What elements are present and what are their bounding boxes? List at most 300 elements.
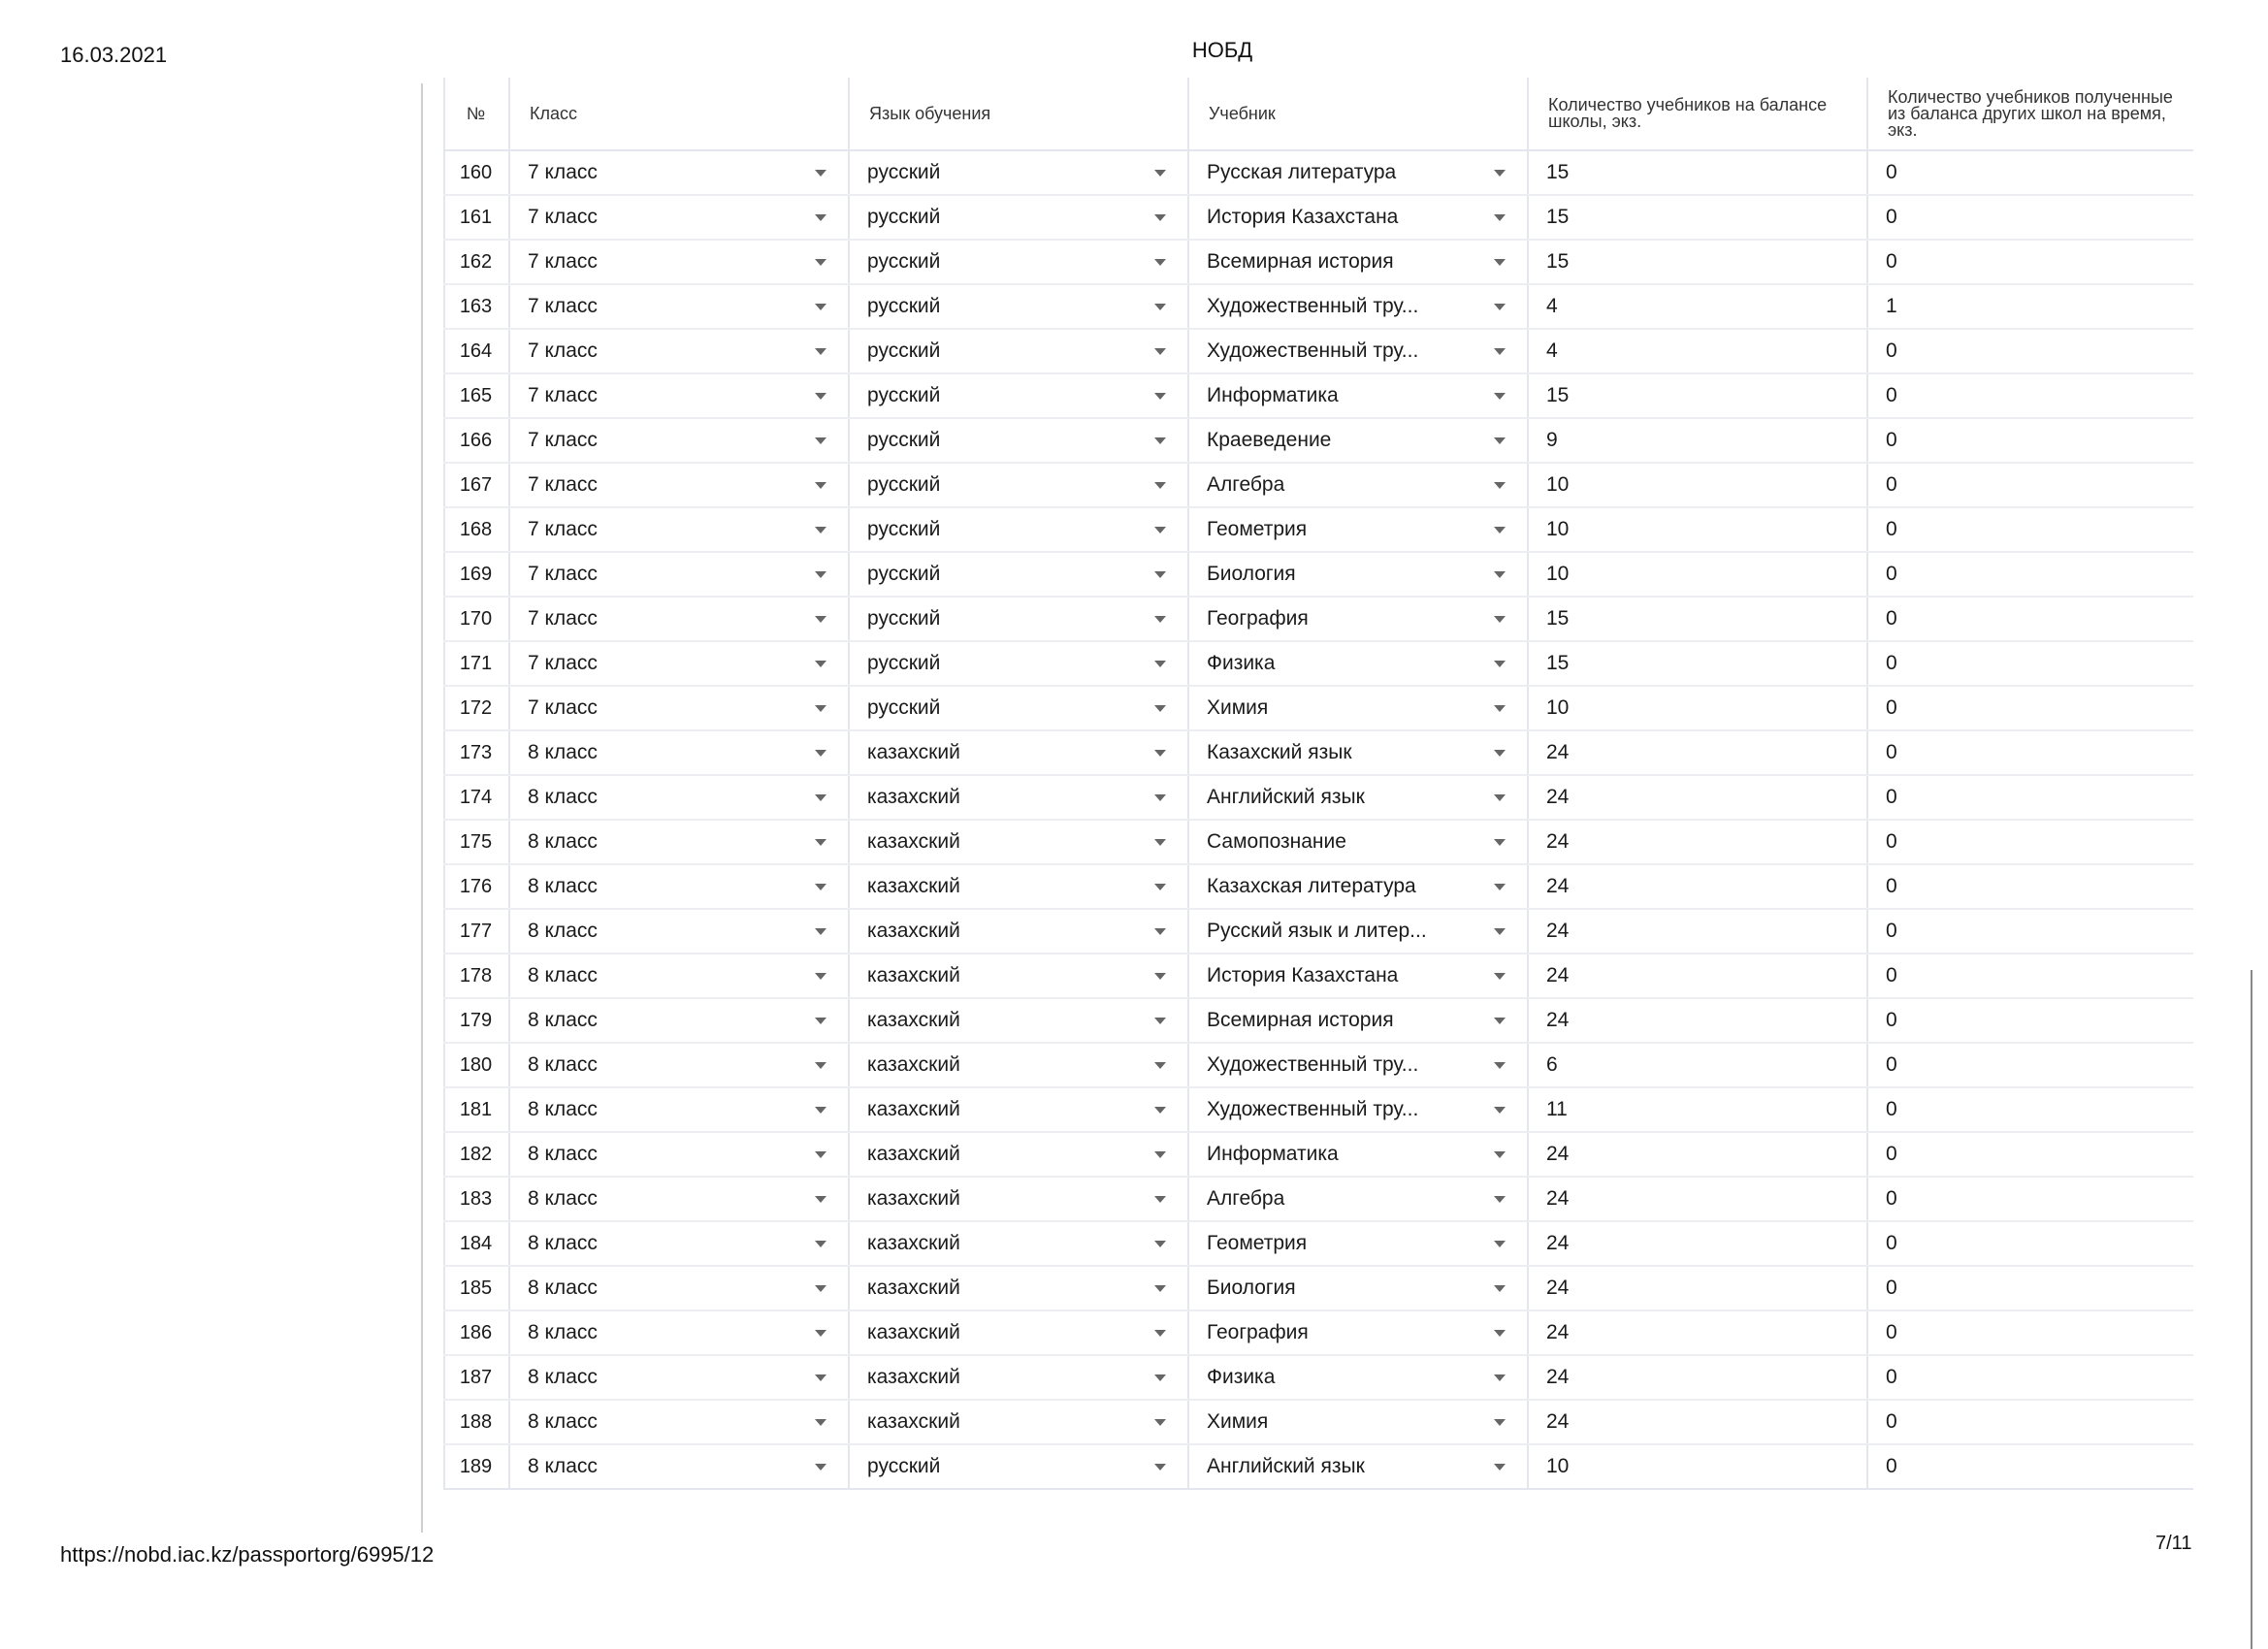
textbook-select[interactable] bbox=[1189, 250, 1527, 274]
chevron-down-icon[interactable] bbox=[1154, 259, 1166, 266]
balance-count-cell[interactable] bbox=[1528, 552, 1867, 597]
class-cell bbox=[509, 463, 849, 507]
language-select[interactable] bbox=[850, 1143, 1187, 1166]
textbook-select[interactable] bbox=[1189, 964, 1527, 987]
table-row bbox=[443, 820, 2193, 864]
textbook-select[interactable] bbox=[1189, 161, 1527, 184]
textbook-value: Геометрия bbox=[1207, 518, 1308, 540]
borrowed-count-cell[interactable] bbox=[1867, 1132, 2193, 1177]
class-value: 8 класс bbox=[528, 786, 598, 808]
class-select[interactable] bbox=[510, 250, 848, 274]
chevron-down-icon[interactable] bbox=[1494, 705, 1506, 712]
textbook-select[interactable] bbox=[1189, 696, 1527, 720]
chevron-down-icon[interactable] bbox=[1494, 839, 1506, 846]
chevron-down-icon[interactable] bbox=[815, 527, 826, 534]
textbook-select[interactable] bbox=[1189, 1232, 1527, 1255]
language-select[interactable] bbox=[850, 563, 1187, 586]
language-select[interactable] bbox=[850, 161, 1187, 184]
language-select[interactable] bbox=[850, 1321, 1187, 1344]
balance-count-cell[interactable] bbox=[1528, 1043, 1867, 1087]
textbook-value: Русский язык и литер... bbox=[1207, 920, 1427, 942]
class-select[interactable] bbox=[510, 1053, 848, 1077]
chevron-down-icon[interactable] bbox=[1154, 750, 1166, 757]
chevron-down-icon[interactable] bbox=[1494, 1285, 1506, 1292]
chevron-down-icon[interactable] bbox=[1494, 1374, 1506, 1381]
row-number: 162 bbox=[443, 240, 509, 284]
balance-count-cell[interactable] bbox=[1528, 1355, 1867, 1400]
balance-count-cell[interactable] bbox=[1528, 329, 1867, 373]
balance-count-value: 24 bbox=[1546, 830, 1570, 853]
balance-count-cell[interactable] bbox=[1528, 775, 1867, 820]
chevron-down-icon[interactable] bbox=[815, 1374, 826, 1381]
balance-count-cell[interactable] bbox=[1528, 597, 1867, 641]
balance-count-cell[interactable] bbox=[1528, 418, 1867, 463]
chevron-down-icon[interactable] bbox=[815, 437, 826, 444]
class-select[interactable] bbox=[510, 1410, 848, 1434]
class-select[interactable] bbox=[510, 1143, 848, 1166]
balance-count-cell[interactable] bbox=[1528, 1266, 1867, 1310]
chevron-down-icon[interactable] bbox=[815, 482, 826, 489]
class-select[interactable] bbox=[510, 1366, 848, 1389]
balance-count-cell[interactable] bbox=[1528, 820, 1867, 864]
textbook-select[interactable] bbox=[1189, 384, 1527, 407]
language-select[interactable] bbox=[850, 206, 1187, 229]
chevron-down-icon[interactable] bbox=[1494, 616, 1506, 623]
balance-count-cell[interactable] bbox=[1528, 1221, 1867, 1266]
class-cell bbox=[509, 1177, 849, 1221]
chevron-down-icon[interactable] bbox=[1154, 705, 1166, 712]
borrowed-count-cell[interactable] bbox=[1867, 909, 2193, 954]
borrowed-count-cell[interactable] bbox=[1867, 1221, 2193, 1266]
chevron-down-icon[interactable] bbox=[815, 616, 826, 623]
chevron-down-icon[interactable] bbox=[815, 1419, 826, 1426]
chevron-down-icon[interactable] bbox=[1494, 1464, 1506, 1471]
class-select[interactable] bbox=[510, 563, 848, 586]
language-select[interactable] bbox=[850, 1053, 1187, 1077]
language-select[interactable] bbox=[850, 429, 1187, 452]
language-select[interactable] bbox=[850, 1187, 1187, 1211]
borrowed-count-cell[interactable] bbox=[1867, 1400, 2193, 1444]
balance-count-cell[interactable] bbox=[1528, 1132, 1867, 1177]
textbook-select[interactable] bbox=[1189, 429, 1527, 452]
class-select[interactable] bbox=[510, 1187, 848, 1211]
balance-count-cell[interactable] bbox=[1528, 507, 1867, 552]
textbook-select[interactable] bbox=[1189, 652, 1527, 675]
textbook-select[interactable] bbox=[1189, 340, 1527, 363]
header-row bbox=[443, 78, 2193, 150]
language-select[interactable] bbox=[850, 607, 1187, 630]
language-select[interactable] bbox=[850, 875, 1187, 898]
textbook-value: Алгебра bbox=[1207, 473, 1285, 496]
language-value: русский bbox=[867, 250, 941, 273]
textbook-select[interactable] bbox=[1189, 830, 1527, 854]
chevron-down-icon[interactable] bbox=[1494, 928, 1506, 935]
balance-count-cell[interactable] bbox=[1528, 1444, 1867, 1489]
language-value: русский bbox=[867, 518, 941, 540]
chevron-down-icon[interactable] bbox=[815, 839, 826, 846]
language-select[interactable] bbox=[850, 1455, 1187, 1478]
language-cell bbox=[849, 240, 1188, 284]
chevron-down-icon[interactable] bbox=[1154, 616, 1166, 623]
class-value: 7 класс bbox=[528, 429, 598, 451]
textbook-select[interactable] bbox=[1189, 1321, 1527, 1344]
textbook-cell bbox=[1188, 1310, 1528, 1355]
class-select[interactable] bbox=[510, 741, 848, 764]
chevron-down-icon[interactable] bbox=[1154, 170, 1166, 177]
borrowed-count-cell[interactable] bbox=[1867, 1310, 2193, 1355]
textbook-cell bbox=[1188, 1043, 1528, 1087]
class-select[interactable] bbox=[510, 696, 848, 720]
class-select[interactable] bbox=[510, 607, 848, 630]
balance-count-cell[interactable] bbox=[1528, 998, 1867, 1043]
language-select[interactable] bbox=[850, 741, 1187, 764]
borrowed-count-cell[interactable] bbox=[1867, 373, 2193, 418]
chevron-down-icon[interactable] bbox=[1494, 259, 1506, 266]
borrowed-count-cell[interactable] bbox=[1867, 641, 2193, 686]
language-select[interactable] bbox=[850, 384, 1187, 407]
chevron-down-icon[interactable] bbox=[815, 1018, 826, 1024]
class-select[interactable] bbox=[510, 518, 848, 541]
textbook-select[interactable] bbox=[1189, 1187, 1527, 1211]
class-select[interactable] bbox=[510, 161, 848, 184]
chevron-down-icon[interactable] bbox=[1494, 1241, 1506, 1247]
borrowed-count-cell[interactable] bbox=[1867, 1177, 2193, 1221]
chevron-down-icon[interactable] bbox=[1154, 571, 1166, 578]
class-select[interactable] bbox=[510, 1098, 848, 1121]
language-select[interactable] bbox=[850, 340, 1187, 363]
borrowed-count-value: 0 bbox=[1886, 741, 1897, 763]
balance-count-cell[interactable] bbox=[1528, 686, 1867, 730]
balance-count-cell[interactable] bbox=[1528, 730, 1867, 775]
language-select[interactable] bbox=[850, 964, 1187, 987]
textbook-select[interactable] bbox=[1189, 473, 1527, 497]
borrowed-count-cell[interactable] bbox=[1867, 329, 2193, 373]
chevron-down-icon[interactable] bbox=[815, 170, 826, 177]
chevron-down-icon[interactable] bbox=[815, 259, 826, 266]
chevron-down-icon[interactable] bbox=[1154, 1107, 1166, 1114]
textbook-select[interactable] bbox=[1189, 1410, 1527, 1434]
class-select[interactable] bbox=[510, 920, 848, 943]
chevron-down-icon[interactable] bbox=[815, 304, 826, 310]
textbook-cell bbox=[1188, 597, 1528, 641]
balance-count-cell[interactable] bbox=[1528, 909, 1867, 954]
chevron-down-icon[interactable] bbox=[815, 928, 826, 935]
class-cell bbox=[509, 730, 849, 775]
chevron-down-icon[interactable] bbox=[1154, 1374, 1166, 1381]
row-number: 165 bbox=[443, 373, 509, 418]
textbook-select[interactable] bbox=[1189, 206, 1527, 229]
textbook-select[interactable] bbox=[1189, 607, 1527, 630]
table-row bbox=[443, 954, 2193, 998]
chevron-down-icon[interactable] bbox=[815, 794, 826, 801]
chevron-down-icon[interactable] bbox=[1154, 214, 1166, 221]
class-value: 7 класс bbox=[528, 340, 598, 362]
row-number: 168 bbox=[443, 507, 509, 552]
chevron-down-icon[interactable] bbox=[1154, 928, 1166, 935]
chevron-down-icon[interactable] bbox=[1154, 1196, 1166, 1203]
borrowed-count-cell[interactable] bbox=[1867, 284, 2193, 329]
chevron-down-icon[interactable] bbox=[1154, 1330, 1166, 1337]
balance-count-cell[interactable] bbox=[1528, 195, 1867, 240]
class-select[interactable] bbox=[510, 875, 848, 898]
balance-count-cell[interactable] bbox=[1528, 1177, 1867, 1221]
table-row bbox=[443, 998, 2193, 1043]
chevron-down-icon[interactable] bbox=[1494, 304, 1506, 310]
textbook-select[interactable] bbox=[1189, 563, 1527, 586]
chevron-down-icon[interactable] bbox=[1494, 1018, 1506, 1024]
textbook-select[interactable] bbox=[1189, 295, 1527, 318]
textbook-cell bbox=[1188, 373, 1528, 418]
chevron-down-icon[interactable] bbox=[1494, 1062, 1506, 1069]
chevron-down-icon[interactable] bbox=[1154, 348, 1166, 355]
chevron-down-icon[interactable] bbox=[815, 214, 826, 221]
chevron-down-icon[interactable] bbox=[1494, 1419, 1506, 1426]
chevron-down-icon[interactable] bbox=[1154, 1241, 1166, 1247]
balance-count-cell[interactable] bbox=[1528, 1087, 1867, 1132]
language-select[interactable] bbox=[850, 786, 1187, 809]
table-row bbox=[443, 463, 2193, 507]
textbook-select[interactable] bbox=[1189, 1366, 1527, 1389]
borrowed-count-value: 1 bbox=[1886, 295, 1897, 317]
borrowed-count-cell[interactable] bbox=[1867, 552, 2193, 597]
chevron-down-icon[interactable] bbox=[1494, 482, 1506, 489]
class-value: 8 класс bbox=[528, 1053, 598, 1076]
class-select[interactable] bbox=[510, 1232, 848, 1255]
language-cell bbox=[849, 1087, 1188, 1132]
language-select[interactable] bbox=[850, 1098, 1187, 1121]
class-select[interactable] bbox=[510, 295, 848, 318]
chevron-down-icon[interactable] bbox=[1154, 304, 1166, 310]
class-select[interactable] bbox=[510, 964, 848, 987]
borrowed-count-cell[interactable] bbox=[1867, 686, 2193, 730]
chevron-down-icon[interactable] bbox=[1494, 661, 1506, 667]
chevron-down-icon[interactable] bbox=[1494, 437, 1506, 444]
language-select[interactable] bbox=[850, 295, 1187, 318]
balance-count-value: 4 bbox=[1546, 340, 1558, 362]
balance-count-cell[interactable] bbox=[1528, 240, 1867, 284]
chevron-down-icon[interactable] bbox=[815, 1062, 826, 1069]
textbook-select[interactable] bbox=[1189, 1455, 1527, 1478]
class-select[interactable] bbox=[510, 384, 848, 407]
class-select[interactable] bbox=[510, 1277, 848, 1300]
language-select[interactable] bbox=[850, 1366, 1187, 1389]
chevron-down-icon[interactable] bbox=[1494, 750, 1506, 757]
borrowed-count-cell[interactable] bbox=[1867, 150, 2193, 195]
chevron-down-icon[interactable] bbox=[1154, 393, 1166, 400]
borrowed-count-cell[interactable] bbox=[1867, 730, 2193, 775]
chevron-down-icon[interactable] bbox=[1494, 571, 1506, 578]
borrowed-count-value: 0 bbox=[1886, 964, 1897, 986]
chevron-down-icon[interactable] bbox=[815, 1151, 826, 1158]
chevron-down-icon[interactable] bbox=[1494, 348, 1506, 355]
class-value: 8 класс bbox=[528, 920, 598, 942]
class-select[interactable] bbox=[510, 830, 848, 854]
borrowed-count-cell[interactable] bbox=[1867, 1444, 2193, 1489]
borrowed-count-cell[interactable] bbox=[1867, 1266, 2193, 1310]
textbook-select[interactable] bbox=[1189, 1053, 1527, 1077]
borrowed-count-cell[interactable] bbox=[1867, 195, 2193, 240]
balance-count-value: 10 bbox=[1546, 1455, 1570, 1477]
row-number: 166 bbox=[443, 418, 509, 463]
balance-count-value: 15 bbox=[1546, 384, 1570, 406]
borrowed-count-cell[interactable] bbox=[1867, 1087, 2193, 1132]
balance-count-cell[interactable] bbox=[1528, 284, 1867, 329]
balance-count-cell[interactable] bbox=[1528, 641, 1867, 686]
balance-count-cell[interactable] bbox=[1528, 1400, 1867, 1444]
chevron-down-icon[interactable] bbox=[1494, 393, 1506, 400]
class-cell bbox=[509, 373, 849, 418]
textbook-select[interactable] bbox=[1189, 741, 1527, 764]
chevron-down-icon[interactable] bbox=[1154, 973, 1166, 980]
chevron-down-icon[interactable] bbox=[1154, 437, 1166, 444]
chevron-down-icon[interactable] bbox=[815, 393, 826, 400]
chevron-down-icon[interactable] bbox=[815, 1241, 826, 1247]
chevron-down-icon[interactable] bbox=[1494, 527, 1506, 534]
chevron-down-icon[interactable] bbox=[1154, 884, 1166, 890]
borrowed-count-cell[interactable] bbox=[1867, 820, 2193, 864]
balance-count-value: 15 bbox=[1546, 250, 1570, 273]
textbook-select[interactable] bbox=[1189, 1098, 1527, 1121]
chevron-down-icon[interactable] bbox=[1494, 1196, 1506, 1203]
balance-count-cell[interactable] bbox=[1528, 373, 1867, 418]
table-row bbox=[443, 150, 2193, 195]
language-select[interactable] bbox=[850, 830, 1187, 854]
textbook-select[interactable] bbox=[1189, 786, 1527, 809]
chevron-down-icon[interactable] bbox=[1494, 973, 1506, 980]
borrowed-count-cell[interactable] bbox=[1867, 998, 2193, 1043]
borrowed-count-cell[interactable] bbox=[1867, 463, 2193, 507]
chevron-down-icon[interactable] bbox=[1494, 170, 1506, 177]
language-select[interactable] bbox=[850, 696, 1187, 720]
balance-count-cell[interactable] bbox=[1528, 954, 1867, 998]
class-select[interactable] bbox=[510, 1321, 848, 1344]
class-value: 7 класс bbox=[528, 652, 598, 674]
table-row bbox=[443, 864, 2193, 909]
balance-count-value: 10 bbox=[1546, 473, 1570, 496]
textbook-value: География bbox=[1207, 1321, 1309, 1343]
row-number: 170 bbox=[443, 597, 509, 641]
language-value: казахский bbox=[867, 1366, 960, 1388]
language-select[interactable] bbox=[850, 1410, 1187, 1434]
language-select[interactable] bbox=[850, 473, 1187, 497]
chevron-down-icon[interactable] bbox=[815, 750, 826, 757]
textbook-select[interactable] bbox=[1189, 518, 1527, 541]
chevron-down-icon[interactable] bbox=[815, 973, 826, 980]
chevron-down-icon[interactable] bbox=[815, 348, 826, 355]
chevron-down-icon[interactable] bbox=[1154, 1062, 1166, 1069]
chevron-down-icon[interactable] bbox=[815, 1107, 826, 1114]
chevron-down-icon[interactable] bbox=[1494, 214, 1506, 221]
borrowed-count-cell[interactable] bbox=[1867, 1043, 2193, 1087]
borrowed-count-cell[interactable] bbox=[1867, 240, 2193, 284]
chevron-down-icon[interactable] bbox=[1154, 1151, 1166, 1158]
textbook-select[interactable] bbox=[1189, 1277, 1527, 1300]
chevron-down-icon[interactable] bbox=[1154, 1018, 1166, 1024]
class-select[interactable] bbox=[510, 473, 848, 497]
borrowed-count-cell[interactable] bbox=[1867, 597, 2193, 641]
class-select[interactable] bbox=[510, 1455, 848, 1478]
chevron-down-icon[interactable] bbox=[1154, 839, 1166, 846]
balance-count-cell[interactable] bbox=[1528, 463, 1867, 507]
chevron-down-icon[interactable] bbox=[1154, 482, 1166, 489]
chevron-down-icon[interactable] bbox=[1494, 794, 1506, 801]
chevron-down-icon[interactable] bbox=[1154, 794, 1166, 801]
balance-count-cell[interactable] bbox=[1528, 150, 1867, 195]
textbook-cell bbox=[1188, 1221, 1528, 1266]
language-select[interactable] bbox=[850, 518, 1187, 541]
borrowed-count-cell[interactable] bbox=[1867, 507, 2193, 552]
borrowed-count-cell[interactable] bbox=[1867, 954, 2193, 998]
textbook-select[interactable] bbox=[1189, 875, 1527, 898]
chevron-down-icon[interactable] bbox=[815, 1330, 826, 1337]
language-cell bbox=[849, 284, 1188, 329]
class-select[interactable] bbox=[510, 206, 848, 229]
borrowed-count-value: 0 bbox=[1886, 1366, 1897, 1388]
row-number: 178 bbox=[443, 954, 509, 998]
class-cell bbox=[509, 1355, 849, 1400]
textbook-select[interactable] bbox=[1189, 1143, 1527, 1166]
borrowed-count-cell[interactable] bbox=[1867, 864, 2193, 909]
language-select[interactable] bbox=[850, 1277, 1187, 1300]
chevron-down-icon[interactable] bbox=[815, 884, 826, 890]
language-cell bbox=[849, 998, 1188, 1043]
table-row bbox=[443, 195, 2193, 240]
class-select[interactable] bbox=[510, 340, 848, 363]
language-select[interactable] bbox=[850, 1232, 1187, 1255]
class-select[interactable] bbox=[510, 1009, 848, 1032]
language-cell bbox=[849, 1177, 1188, 1221]
class-select[interactable] bbox=[510, 429, 848, 452]
textbook-cell bbox=[1188, 1444, 1528, 1489]
borrowed-count-cell[interactable] bbox=[1867, 1355, 2193, 1400]
chevron-down-icon[interactable] bbox=[815, 1196, 826, 1203]
balance-count-cell[interactable] bbox=[1528, 1310, 1867, 1355]
print-date: 16.03.2021 bbox=[60, 43, 168, 67]
textbook-cell bbox=[1188, 1400, 1528, 1444]
chevron-down-icon[interactable] bbox=[1494, 1330, 1506, 1337]
textbook-select[interactable] bbox=[1189, 920, 1527, 943]
borrowed-count-value: 0 bbox=[1886, 206, 1897, 228]
chevron-down-icon[interactable] bbox=[1154, 527, 1166, 534]
chevron-down-icon[interactable] bbox=[815, 661, 826, 667]
language-select[interactable] bbox=[850, 920, 1187, 943]
class-select[interactable] bbox=[510, 786, 848, 809]
language-value: казахский bbox=[867, 1321, 960, 1343]
chevron-down-icon[interactable] bbox=[1494, 884, 1506, 890]
chevron-down-icon[interactable] bbox=[1154, 1464, 1166, 1471]
language-select[interactable] bbox=[850, 1009, 1187, 1032]
language-select[interactable] bbox=[850, 652, 1187, 675]
textbook-select[interactable] bbox=[1189, 1009, 1527, 1032]
chevron-down-icon[interactable] bbox=[1154, 1285, 1166, 1292]
chevron-down-icon[interactable] bbox=[815, 705, 826, 712]
chevron-down-icon[interactable] bbox=[815, 1285, 826, 1292]
language-select[interactable] bbox=[850, 250, 1187, 274]
column-header-balance-count: Количество учебников на балансе школы, экз. bbox=[1528, 78, 1867, 150]
chevron-down-icon[interactable] bbox=[1494, 1151, 1506, 1158]
chevron-down-icon[interactable] bbox=[1154, 1419, 1166, 1426]
class-value: 7 класс bbox=[528, 696, 598, 719]
balance-count-cell[interactable] bbox=[1528, 864, 1867, 909]
table-row bbox=[443, 1043, 2193, 1087]
chevron-down-icon[interactable] bbox=[815, 1464, 826, 1471]
chevron-down-icon[interactable] bbox=[1494, 1107, 1506, 1114]
class-select[interactable] bbox=[510, 652, 848, 675]
chevron-down-icon[interactable] bbox=[1154, 661, 1166, 667]
borrowed-count-cell[interactable] bbox=[1867, 418, 2193, 463]
borrowed-count-cell[interactable] bbox=[1867, 775, 2193, 820]
chevron-down-icon[interactable] bbox=[815, 571, 826, 578]
